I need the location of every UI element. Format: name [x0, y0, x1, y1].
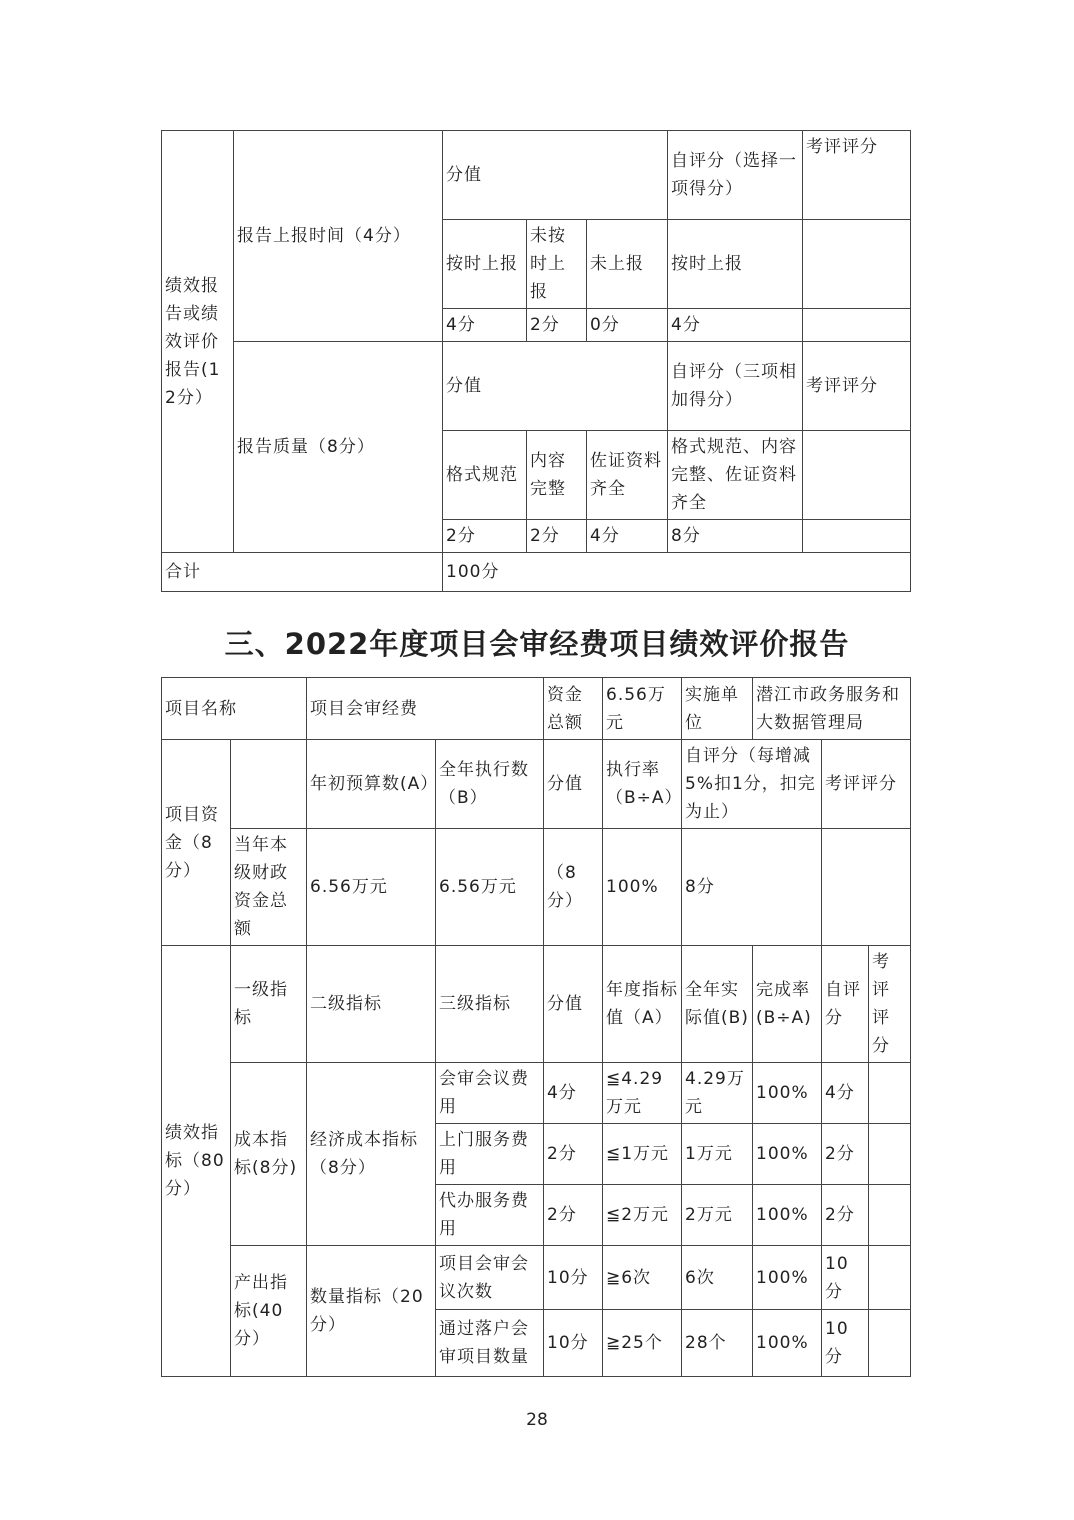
indicator-rate: 100%: [753, 1124, 822, 1185]
indicator-score: 10分: [544, 1310, 603, 1377]
section-title: 三、2022年度项目会审经费项目绩效评价报告: [224, 627, 850, 661]
funds-exec: 6.56万元: [436, 829, 544, 946]
col-ind-score: 分值: [544, 946, 603, 1063]
time-review-header: 考评评分: [803, 131, 911, 220]
indicator-self: 4分: [822, 1063, 869, 1124]
time-score: 4分: [443, 309, 527, 342]
time-option: 未上报: [587, 220, 668, 309]
report-category: 绩效报告或绩效评价报告(12分）: [162, 131, 234, 553]
quality-review-score: [803, 520, 911, 553]
funds-review: [822, 829, 911, 946]
quality-score: 2分: [443, 520, 527, 553]
col-self: 自评分（每增减5%扣1分，扣完为止）: [682, 740, 822, 829]
indicator-review: [869, 1063, 911, 1124]
col-exec: 全年执行数（B）: [436, 740, 544, 829]
quality-score-header: 分值: [443, 342, 668, 431]
quality-score: 2分: [527, 520, 587, 553]
time-self-score: 4分: [668, 309, 803, 342]
indicator-rate: 100%: [753, 1246, 822, 1310]
quality-option: 格式规范: [443, 431, 527, 520]
col-level3: 三级指标: [436, 946, 544, 1063]
indicator-target: ≧6次: [603, 1246, 682, 1310]
indicator-name: 上门服务费用: [436, 1124, 544, 1185]
quality-option: 内容完整: [527, 431, 587, 520]
col-review: 考评评分: [822, 740, 911, 829]
unit-value: 潜江市政务服务和大数据管理局: [753, 678, 911, 740]
indicator-self: 10分: [822, 1310, 869, 1377]
quality-self-header: 自评分（三项相加得分）: [668, 342, 803, 431]
output-level2: 数量指标（20分）: [307, 1246, 436, 1377]
indicator-actual: 28个: [682, 1310, 753, 1377]
indicator-rate: 100%: [753, 1185, 822, 1246]
indicator-self: 2分: [822, 1185, 869, 1246]
indicator-name: 项目会审会议次数: [436, 1246, 544, 1310]
col-review: 考评评分: [869, 946, 911, 1063]
indicator-target: ≦2万元: [603, 1185, 682, 1246]
indicator-name: 会审会议费用: [436, 1063, 544, 1124]
indicator-target: ≦4.29万元: [603, 1063, 682, 1124]
cost-level1: 成本指标(8分): [231, 1063, 307, 1246]
funds-budget: 6.56万元: [307, 829, 436, 946]
col-rate: 执行率（B÷A）: [603, 740, 682, 829]
fund-total-value: 6.56万元: [603, 678, 682, 740]
project-evaluation-table: [161, 677, 911, 1377]
report-score-table: [161, 130, 911, 592]
time-score-header: 分值: [443, 131, 668, 220]
indicator-score: 2分: [544, 1185, 603, 1246]
indicator-name: 通过落户会审项目数量: [436, 1310, 544, 1377]
col-score: 分值: [544, 740, 603, 829]
funds-score: （8分）: [544, 829, 603, 946]
page-number: 28: [526, 1410, 548, 1430]
time-self-choice: 按时上报: [668, 220, 803, 309]
quality-self-choice: 格式规范、内容完整、佐证资料齐全: [668, 431, 803, 520]
funds-empty-cell: [231, 740, 307, 829]
time-review-score: [803, 309, 911, 342]
quality-label: 报告质量（8分）: [234, 342, 443, 553]
indicator-rate: 100%: [753, 1063, 822, 1124]
time-score: 2分: [527, 309, 587, 342]
col-level1: 一级指标: [231, 946, 307, 1063]
indicator-actual: 1万元: [682, 1124, 753, 1185]
indicator-rate: 100%: [753, 1310, 822, 1377]
indicator-actual: 4.29万元: [682, 1063, 753, 1124]
col-budget: 年初预算数(A）: [307, 740, 436, 829]
col-level2: 二级指标: [307, 946, 436, 1063]
time-option: 按时上报: [443, 220, 527, 309]
col-target: 年度指标值（A）: [603, 946, 682, 1063]
indicator-score: 2分: [544, 1124, 603, 1185]
fund-total-label: 资金总额: [544, 678, 603, 740]
project-name-label: 项目名称: [162, 678, 307, 740]
col-actual: 全年实际值(B): [682, 946, 753, 1063]
col-rate: 完成率(B÷A): [753, 946, 822, 1063]
total-label: 合计: [162, 553, 443, 592]
indicator-target: ≧25个: [603, 1310, 682, 1377]
indicator-review: [869, 1185, 911, 1246]
indicator-actual: 2万元: [682, 1185, 753, 1246]
indicator-review: [869, 1246, 911, 1310]
quality-review-header: 考评评分: [803, 342, 911, 431]
col-self: 自评分: [822, 946, 869, 1063]
indicator-score: 4分: [544, 1063, 603, 1124]
indicator-name: 代办服务费用: [436, 1185, 544, 1246]
output-level1: 产出指标(40分）: [231, 1246, 307, 1377]
cost-level2: 经济成本指标（8分）: [307, 1063, 436, 1246]
funds-category: 项目资金（8分）: [162, 740, 231, 946]
time-score: 0分: [587, 309, 668, 342]
indicator-score: 10分: [544, 1246, 603, 1310]
indicator-self: 10分: [822, 1246, 869, 1310]
time-label: 报告上报时间（4分）: [234, 131, 443, 342]
indicator-review: [869, 1124, 911, 1185]
quality-review-value: [803, 431, 911, 520]
indicator-review: [869, 1310, 911, 1377]
indicators-category: 绩效指标（80分）: [162, 946, 231, 1377]
time-review-value: [803, 220, 911, 309]
time-self-header: 自评分（选择一项得分）: [668, 131, 803, 220]
unit-label: 实施单位: [682, 678, 753, 740]
funds-self: 8分: [682, 829, 822, 946]
quality-option: 佐证资料齐全: [587, 431, 668, 520]
funds-rate: 100%: [603, 829, 682, 946]
indicator-target: ≦1万元: [603, 1124, 682, 1185]
indicator-self: 2分: [822, 1124, 869, 1185]
funds-row-label: 当年本级财政资金总额: [231, 829, 307, 946]
indicator-actual: 6次: [682, 1246, 753, 1310]
project-name-value: 项目会审经费: [307, 678, 544, 740]
total-value: 100分: [443, 553, 911, 592]
quality-self-score: 8分: [668, 520, 803, 553]
quality-score: 4分: [587, 520, 668, 553]
time-option: 未按时上报: [527, 220, 587, 309]
